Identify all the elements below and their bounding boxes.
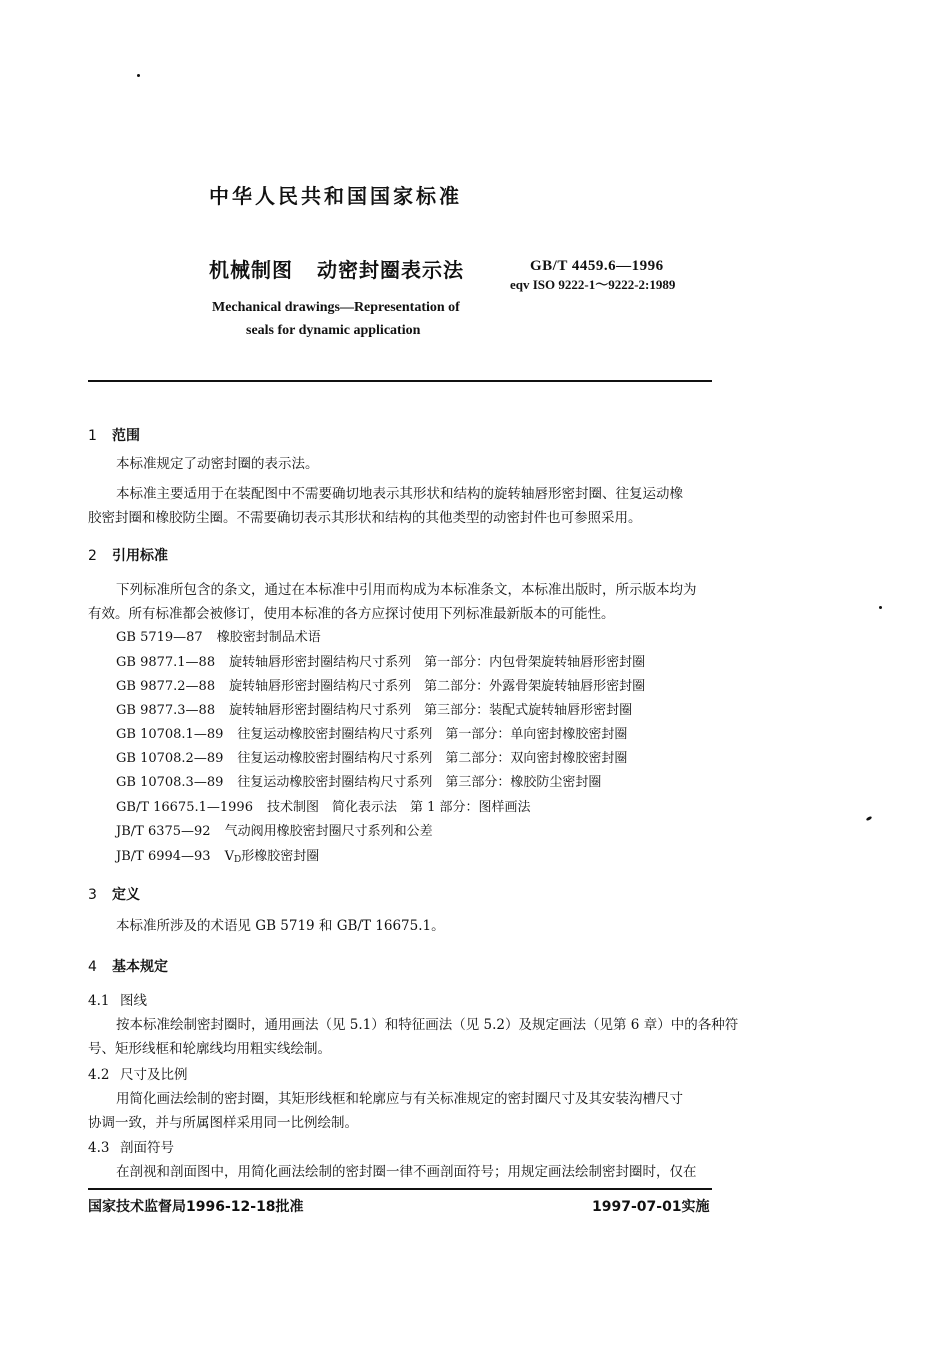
subsection-4-2-number: 4.2 xyxy=(88,1067,110,1083)
standard-number: GB/T 4459.6—1996 xyxy=(530,258,664,274)
subsection-4-2-heading xyxy=(88,1063,188,1083)
document-title xyxy=(209,254,464,283)
reference-item xyxy=(116,723,627,742)
scan-speck xyxy=(137,74,140,77)
reference-item xyxy=(116,651,645,670)
reference-code: GB 9877.1—88 xyxy=(116,655,216,670)
reference-item xyxy=(116,626,321,645)
reference-title: 往复运动橡胶密封圈结构尺寸系列 第二部分：双向密封橡胶密封圈 xyxy=(237,751,628,766)
reference-code: GB 10708.1—89 xyxy=(116,727,224,742)
reference-item xyxy=(116,699,632,718)
section-3-title: 定义 xyxy=(112,887,140,903)
reference-code: GB 9877.3—88 xyxy=(116,703,216,718)
subsection-4-1-line1: 按本标准绘制密封圈时，通用画法（见 5.1）和特征画法（见 5.2）及规定画法（见第 6 章）中的各种符 xyxy=(116,1017,739,1033)
effective-date: 1997-07-01实施 xyxy=(592,1199,710,1215)
section-3-paragraph: 本标准所涉及的术语见 GB 5719 和 GB/T 16675.1。 xyxy=(116,918,445,934)
section-1-number: 1 xyxy=(88,428,97,444)
reference-title: 旋转轴唇形密封圈结构尺寸系列 第二部分：外露骨架旋转轴唇形密封圈 xyxy=(229,679,646,694)
section-1-title: 范围 xyxy=(112,428,140,444)
section-2-number: 2 xyxy=(88,548,97,564)
approval-date: 国家技术监督局1996-12-18批准 xyxy=(88,1199,304,1215)
scan-speck xyxy=(866,816,873,822)
reference-title: 旋转轴唇形密封圈结构尺寸系列 第三部分：装配式旋转轴唇形密封圈 xyxy=(229,703,633,718)
reference-item xyxy=(116,771,601,790)
section-2-paragraph-line1: 下列标准所包含的条文，通过在本标准中引用而构成为本标准条文，本标准出版时，所示版本均为 xyxy=(116,582,697,598)
reference-title: 橡胶密封制品术语 xyxy=(216,630,321,645)
reference-title: 技术制图 简化表示法 第 1 部分：图样画法 xyxy=(266,800,531,815)
subsection-4-1-line2: 号、矩形线框和轮廓线均用粗实线绘制。 xyxy=(88,1041,331,1057)
section-4-number: 4 xyxy=(88,959,97,975)
subsection-4-3-line1: 在剖视和剖面图中，用简化画法绘制的密封圈一律不画剖面符号；用规定画法绘制密封圈时，仅在 xyxy=(116,1164,697,1180)
reference-title: 往复运动橡胶密封圈结构尺寸系列 第三部分：橡胶防尘密封圈 xyxy=(237,775,602,790)
section-3-number: 3 xyxy=(88,887,97,903)
reference-item xyxy=(116,845,319,865)
document-title-part2: 动密封圈表示法 xyxy=(317,258,464,282)
english-title-line1: Mechanical drawings—Representation of xyxy=(212,300,460,315)
section-2-title: 引用标准 xyxy=(112,548,168,564)
subsection-4-1-title: 图线 xyxy=(120,993,147,1009)
reference-code: JB/T 6994—93 xyxy=(116,849,211,864)
subsection-4-1-heading xyxy=(88,989,147,1009)
section-4-title: 基本规定 xyxy=(112,959,168,975)
subsection-4-2-line1: 用简化画法绘制的密封圈，其矩形线框和轮廓应与有关标准规定的密封圈尺寸及其安装沟槽尺寸 xyxy=(116,1091,683,1107)
subsection-4-3-heading xyxy=(88,1136,174,1156)
reference-title-subscript: D xyxy=(233,855,242,865)
subsection-4-3-title: 剖面符号 xyxy=(120,1140,174,1156)
reference-code: JB/T 6375—92 xyxy=(116,824,211,839)
reference-item xyxy=(116,747,627,766)
reference-code: GB 10708.3—89 xyxy=(116,775,224,790)
reference-title: 形橡胶密封圈 xyxy=(241,849,320,864)
reference-item xyxy=(116,675,645,694)
section-1-paragraph-2-line1: 本标准主要适用于在装配图中不需要确切地表示其形状和结构的旋转轴唇形密封圈、往复运动橡 xyxy=(116,486,683,502)
subsection-4-2-line2: 协调一致，并与所属图样采用同一比例绘制。 xyxy=(88,1115,358,1131)
equivalent-standard: eqv ISO 9222-1～9222-2:1989 xyxy=(510,277,676,292)
section-3-heading xyxy=(88,884,140,904)
section-1-paragraph-2-line2: 胶密封圈和橡胶防尘圈。不需要确切表示其形状和结构的其他类型的动密封件也可参照采用。 xyxy=(88,510,642,526)
document-title-part1: 机械制图 xyxy=(209,258,293,282)
reference-item xyxy=(116,820,433,839)
reference-code: GB 9877.2—88 xyxy=(116,679,216,694)
reference-title: 往复运动橡胶密封圈结构尺寸系列 第一部分：单向密封橡胶密封圈 xyxy=(237,727,628,742)
reference-item xyxy=(116,796,531,815)
subsection-4-1-number: 4.1 xyxy=(88,993,110,1009)
section-2-heading xyxy=(88,545,168,565)
section-1-heading xyxy=(88,425,140,445)
subsection-4-3-number: 4.3 xyxy=(88,1140,110,1156)
section-1-paragraph-1: 本标准规定了动密封圈的表示法。 xyxy=(116,456,319,472)
reference-title-v: V xyxy=(224,849,234,864)
footer-divider xyxy=(88,1188,712,1190)
subsection-4-2-title: 尺寸及比例 xyxy=(120,1067,188,1083)
reference-code: GB/T 16675.1—1996 xyxy=(116,800,253,815)
header-divider xyxy=(88,380,712,382)
reference-code: GB 10708.2—89 xyxy=(116,751,224,766)
reference-code: GB 5719—87 xyxy=(116,630,203,645)
section-4-heading xyxy=(88,956,168,976)
section-2-paragraph-line2: 有效。所有标准都会被修订，使用本标准的各方应探讨使用下列标准最新版本的可能性。 xyxy=(88,606,615,622)
national-standard-header: 中华人民共和国国家标准 xyxy=(209,184,462,208)
english-title-line2: seals for dynamic application xyxy=(246,323,421,338)
reference-title: 旋转轴唇形密封圈结构尺寸系列 第一部分：内包骨架旋转轴唇形密封圈 xyxy=(229,655,646,670)
reference-title: 气动阀用橡胶密封圈尺寸系列和公差 xyxy=(224,824,433,839)
scan-speck xyxy=(879,606,882,609)
